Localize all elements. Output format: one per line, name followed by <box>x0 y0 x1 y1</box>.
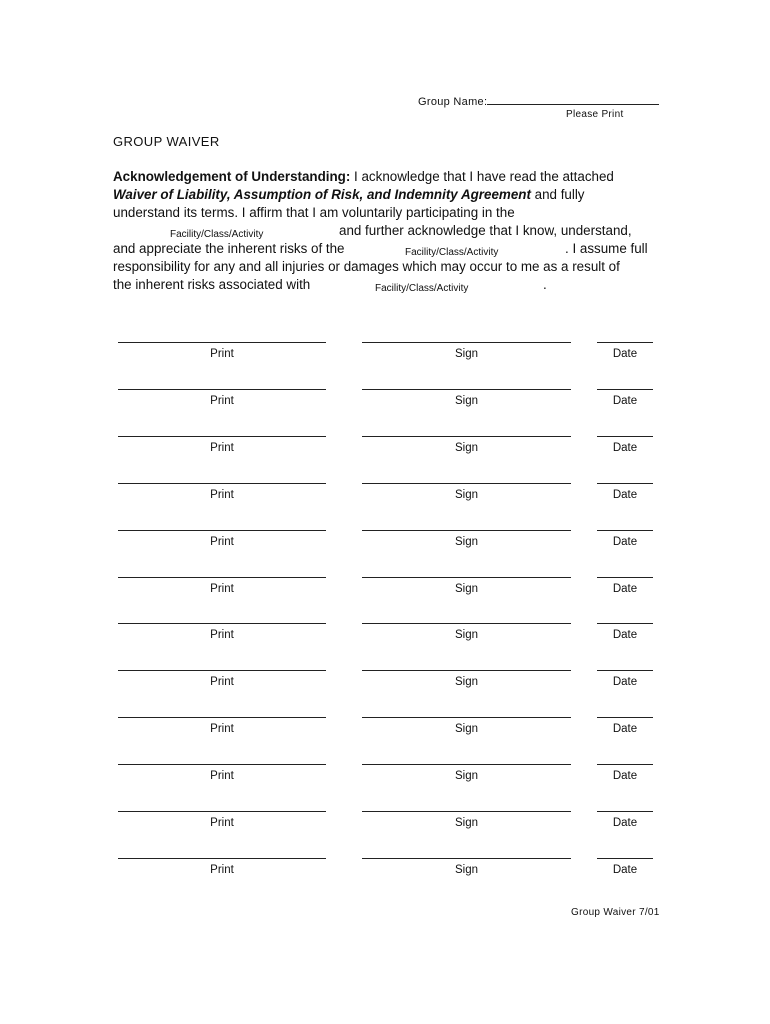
print-label: Print <box>210 582 234 595</box>
sign-label: Sign <box>454 676 479 689</box>
sign-line[interactable] <box>362 577 571 578</box>
ack-line-4-text: and further acknowledge that I know, understand, <box>339 223 632 238</box>
activity-placeholder-2[interactable]: Facility/Class/Activity <box>405 247 499 258</box>
group-name-blank[interactable] <box>487 94 659 105</box>
date-label: Date <box>612 770 638 783</box>
date-label: Date <box>612 723 638 736</box>
sign-label: Sign <box>454 770 479 783</box>
sign-label: Sign <box>454 348 479 360</box>
ack-line-5-text: and appreciate the inherent risks of the <box>113 241 345 256</box>
print-label: Print <box>210 863 234 876</box>
sign-line[interactable] <box>362 811 571 812</box>
signature-row <box>0 530 770 560</box>
signature-row <box>0 670 770 700</box>
print-line[interactable] <box>118 858 326 859</box>
group-name-label: Group Name: <box>418 96 488 108</box>
agreement-name: Waiver of Liability, Assumption of Risk, and Indemnity Agreement <box>113 187 531 202</box>
acknowledgement-paragraph <box>113 168 653 294</box>
date-label: Date <box>612 441 638 454</box>
date-label: Date <box>612 629 638 642</box>
date-line[interactable] <box>597 342 653 343</box>
page-title: GROUP WAIVER <box>113 134 220 149</box>
print-line[interactable] <box>118 811 326 812</box>
ack-line-5-end: . I assume full <box>565 241 648 256</box>
ack-line-3: understand its terms. I affirm that I am voluntarily participating in the <box>113 205 515 220</box>
date-label: Date <box>612 394 638 407</box>
sign-label: Sign <box>454 441 479 454</box>
sign-line[interactable] <box>362 483 571 484</box>
activity-placeholder-1[interactable]: Facility/Class/Activity <box>170 229 264 240</box>
date-label: Date <box>612 676 638 689</box>
sign-line[interactable] <box>362 623 571 624</box>
footer-form-id: Group Waiver 7/01 <box>571 907 660 918</box>
date-label: Date <box>612 488 638 501</box>
signature-row <box>0 436 770 466</box>
sign-line[interactable] <box>362 858 571 859</box>
sign-line[interactable] <box>362 717 571 718</box>
sign-line[interactable] <box>362 670 571 671</box>
print-line[interactable] <box>118 764 326 765</box>
print-line[interactable] <box>118 717 326 718</box>
date-line[interactable] <box>597 623 653 624</box>
date-line[interactable] <box>597 717 653 718</box>
date-label: Date <box>612 582 638 595</box>
print-label: Print <box>210 535 234 548</box>
ack-line-5 <box>113 240 653 258</box>
print-line[interactable] <box>118 436 326 437</box>
signature-row <box>0 342 770 372</box>
date-label: Date <box>612 817 638 829</box>
signature-row <box>0 858 770 888</box>
date-line[interactable] <box>597 483 653 484</box>
ack-line-1 <box>113 168 653 186</box>
ack-line-6: responsibility for any and all injuries or damages which may occur to me as a result of <box>113 259 620 274</box>
ack-heading: Acknowledgement of Understanding: <box>113 169 351 184</box>
print-line[interactable] <box>118 577 326 578</box>
ack-line-7-text: the inherent risks associated with <box>113 277 311 292</box>
activity-placeholder-3[interactable]: Facility/Class/Activity <box>375 283 469 294</box>
print-label: Print <box>210 817 234 829</box>
sign-label: Sign <box>454 817 479 829</box>
print-label: Print <box>210 441 234 454</box>
sign-label: Sign <box>454 488 479 501</box>
please-print-note: Please Print <box>566 109 624 120</box>
signature-row <box>0 577 770 607</box>
sign-line[interactable] <box>362 389 571 390</box>
date-line[interactable] <box>597 670 653 671</box>
ack-line-7-end: . <box>543 277 547 292</box>
sign-line[interactable] <box>362 530 571 531</box>
print-label: Print <box>210 394 234 407</box>
print-line[interactable] <box>118 530 326 531</box>
sign-line[interactable] <box>362 764 571 765</box>
print-label: Print <box>210 348 234 360</box>
date-label: Date <box>612 863 638 876</box>
ack-line-1-text: I acknowledge that I have read the attached <box>350 169 614 184</box>
ack-line-7 <box>113 276 653 294</box>
signature-row <box>0 483 770 513</box>
print-line[interactable] <box>118 342 326 343</box>
sign-label: Sign <box>454 863 479 876</box>
date-label: Date <box>612 348 638 360</box>
date-line[interactable] <box>597 764 653 765</box>
print-label: Print <box>210 770 234 783</box>
ack-line-2-text: and fully <box>530 187 585 202</box>
print-line[interactable] <box>118 623 326 624</box>
date-line[interactable] <box>597 811 653 812</box>
sign-label: Sign <box>454 629 479 642</box>
sign-label: Sign <box>454 582 479 595</box>
signature-row <box>0 389 770 419</box>
date-label: Date <box>612 535 638 548</box>
date-line[interactable] <box>597 858 653 859</box>
sign-label: Sign <box>454 535 479 548</box>
sign-label: Sign <box>454 723 479 736</box>
date-line[interactable] <box>597 389 653 390</box>
signature-row <box>0 623 770 653</box>
print-line[interactable] <box>118 389 326 390</box>
print-line[interactable] <box>118 670 326 671</box>
print-label: Print <box>210 488 234 501</box>
print-line[interactable] <box>118 483 326 484</box>
ack-line-4 <box>113 222 653 240</box>
print-label: Print <box>210 723 234 736</box>
print-label: Print <box>210 629 234 642</box>
sign-line[interactable] <box>362 342 571 343</box>
signature-row <box>0 717 770 747</box>
ack-line-2 <box>113 186 653 204</box>
print-label: Print <box>210 676 234 689</box>
date-line[interactable] <box>597 577 653 578</box>
sign-label: Sign <box>454 394 479 407</box>
date-line[interactable] <box>597 530 653 531</box>
date-line[interactable] <box>597 436 653 437</box>
group-name-field[interactable] <box>418 94 659 108</box>
signature-row <box>0 811 770 841</box>
signature-row <box>0 764 770 794</box>
sign-line[interactable] <box>362 436 571 437</box>
